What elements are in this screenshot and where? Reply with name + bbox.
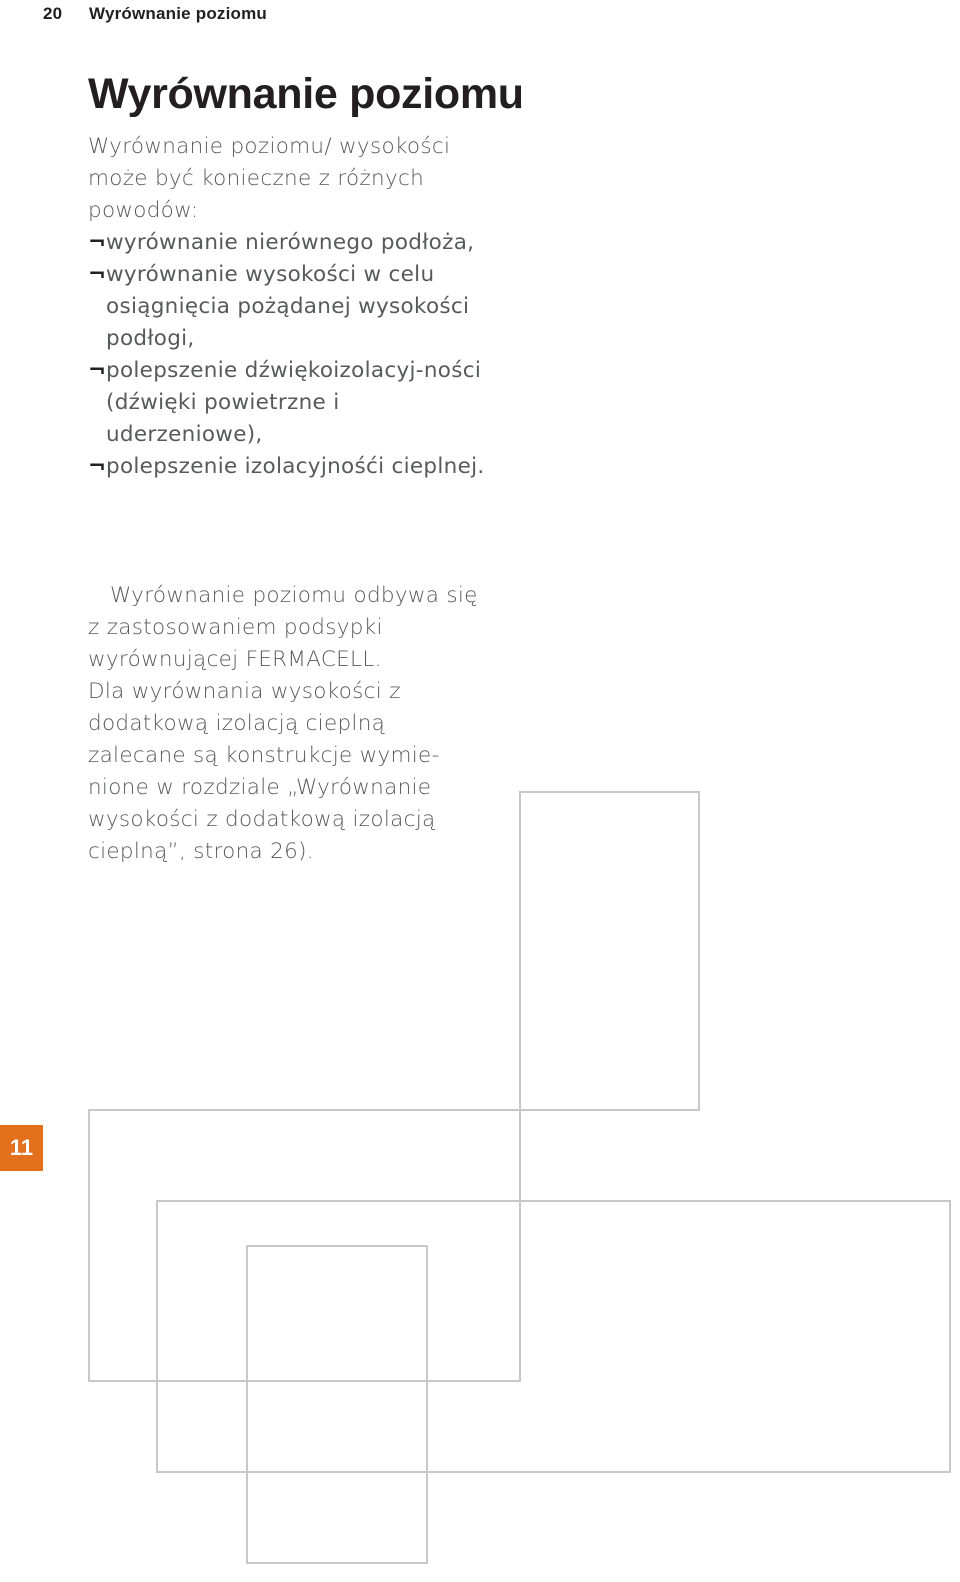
page-title: Wyrównanie poziomu — [88, 70, 524, 118]
intro-paragraph: Wyrównanie poziomu/ wysokości może być konieczne z różnych powodów: — [88, 134, 451, 223]
bullet-icon: ¬ — [88, 262, 107, 287]
bullet-icon: ¬ — [88, 454, 107, 479]
outline-rect — [520, 792, 699, 1110]
page-number: 20 — [43, 4, 63, 23]
list-item-text: wyrównanie wysokości w celu osiągnięcia pożądanej wysokości podłogi, — [106, 262, 470, 351]
outline-rect — [247, 1246, 427, 1563]
body-paragraph-2: Dla wyrównania wysokości z dodatkową izolacją cieplną zalecane są konstrukcje wymie-nione w rozdziale „Wyrównanie wysokości z dodatkową izolacją cieplną”, strona 26). — [88, 679, 440, 864]
list-item-text: polepszenie izolacyjnośći cieplnej. — [106, 454, 485, 479]
bullet-icon: ¬ — [88, 230, 107, 255]
running-header-title: Wyrównanie poziomu — [89, 4, 268, 23]
list-item-text: polepszenie dźwiękoizolacyj-ności (dźwięki powietrzne i uderzeniowe), — [106, 358, 482, 447]
body-paragraph-1: Wyrównanie poziomu odbywa się z zastosowaniem podsypki wyrównującej FERMACELL. — [88, 583, 478, 672]
list-item-text: wyrównanie nierównego podłoża, — [106, 230, 475, 255]
chapter-tab: 11 — [0, 1125, 43, 1171]
bullet-icon: ¬ — [88, 358, 107, 383]
outline-rect — [157, 1201, 950, 1472]
